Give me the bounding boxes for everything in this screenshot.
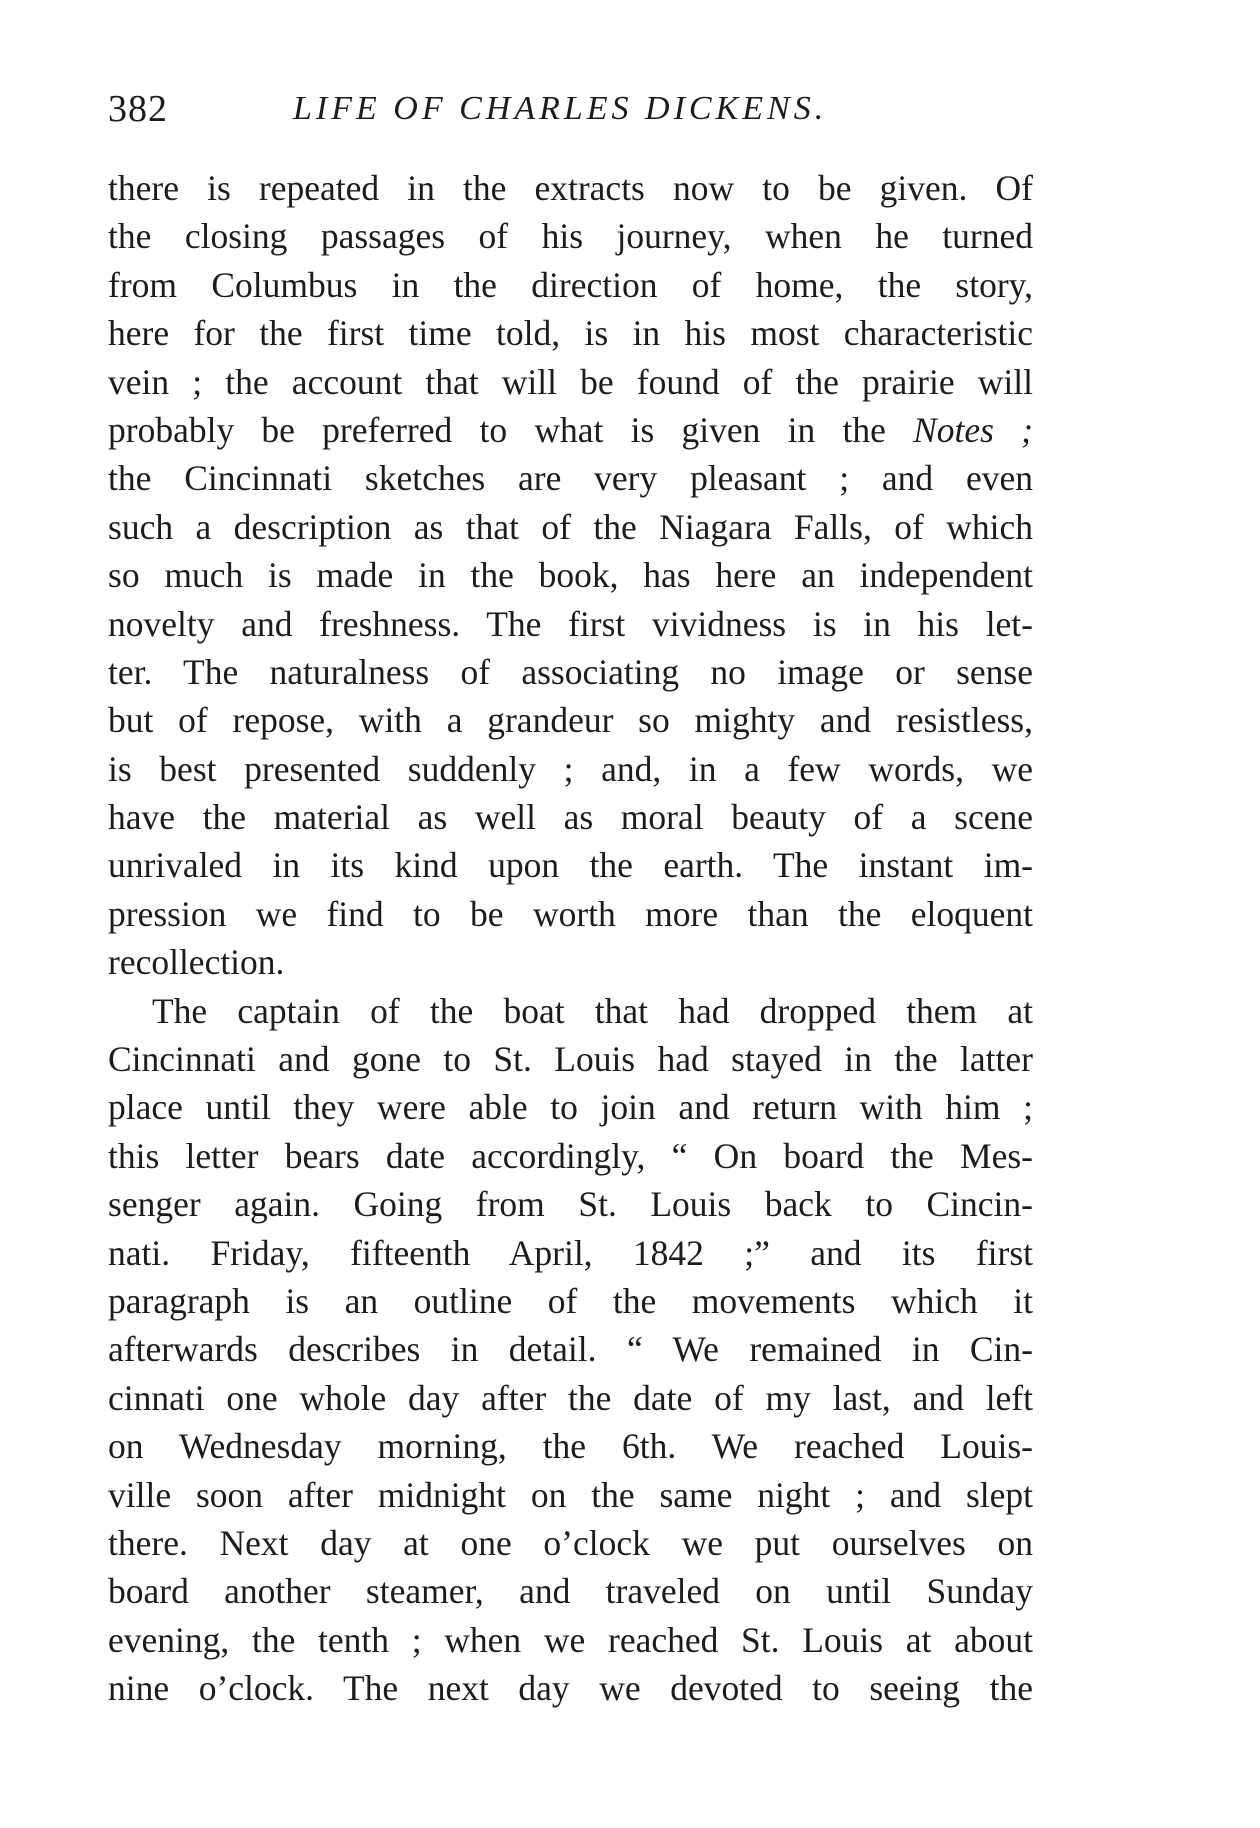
paragraph xyxy=(108,164,1033,987)
text-line: such a description as that of the Niagara Falls, of which xyxy=(108,506,1033,547)
text-line: pression we find to be worth more than the eloquent xyxy=(108,893,1033,934)
text-line: The captain of the boat that had dropped them at xyxy=(152,990,1033,1031)
page-header xyxy=(108,84,1033,134)
text-line: ville soon after midnight on the same night ; and slept xyxy=(108,1474,1033,1515)
text-line: nati. Friday, fifteenth April, 1842 ;” and its first xyxy=(108,1232,1033,1273)
text-line: is best presented suddenly ; and, in a few words, we xyxy=(108,748,1033,789)
italic-title: Notes ; xyxy=(913,409,1034,450)
running-title: LIFE OF CHARLES DICKENS. xyxy=(293,90,828,127)
body-text xyxy=(108,164,1033,1713)
text-line: on Wednesday morning, the 6th. We reached Louis- xyxy=(108,1426,1033,1467)
text-line: here for the first time told, is in his most characteristic xyxy=(108,313,1033,354)
text-line: evening, the tenth ; when we reached St. Louis at about xyxy=(108,1619,1033,1660)
text-line: there. Next day at one o’clock we put ourselves on xyxy=(108,1522,1033,1563)
text-segment: probably be preferred to what is given in the xyxy=(108,409,914,450)
text-line: Cincinnati and gone to St. Louis had stayed in the latter xyxy=(108,1039,1033,1080)
text-line: so much is made in the book, has here an independent xyxy=(108,555,1033,596)
text-line: this letter bears date accordingly, “ On board the Mes- xyxy=(108,1135,1033,1176)
text-line: the closing passages of his journey, when he turned xyxy=(108,216,1033,257)
text-line: recollection. xyxy=(108,942,285,983)
paragraph xyxy=(108,987,1033,1713)
text-line: senger again. Going from St. Louis back to Cincin- xyxy=(108,1184,1033,1225)
text-line: novelty and freshness. The first vividness is in his let- xyxy=(108,603,1033,644)
text-line: have the material as well as moral beauty of a scene xyxy=(108,797,1033,838)
text-line: vein ; the account that will be found of the prairie will xyxy=(108,361,1033,402)
text-line: from Columbus in the direction of home, the story, xyxy=(108,264,1033,305)
text-line xyxy=(108,406,1033,454)
text-line: board another steamer, and traveled on until Sunday xyxy=(108,1571,1033,1612)
text-line: cinnati one whole day after the date of my last, and left xyxy=(108,1377,1033,1418)
text-line: there is repeated in the extracts now to be given. Of xyxy=(108,168,1033,208)
text-line: the Cincinnati sketches are very pleasant ; and even xyxy=(108,458,1033,499)
text-line: paragraph is an outline of the movements which it xyxy=(108,1280,1033,1321)
text-line: nine o’clock. The next day we devoted to seeing the xyxy=(108,1668,1033,1709)
page-number: 382 xyxy=(108,88,168,130)
text-line: ter. The naturalness of associating no image or sense xyxy=(108,651,1033,692)
text-line: unrivaled in its kind upon the earth. The instant im- xyxy=(108,845,1033,886)
text-line: place until they were able to join and return with him ; xyxy=(108,1087,1033,1128)
text-line: afterwards describes in detail. “ We remained in Cin- xyxy=(108,1329,1033,1370)
text-line: but of repose, with a grandeur so mighty and resistless, xyxy=(108,700,1033,741)
